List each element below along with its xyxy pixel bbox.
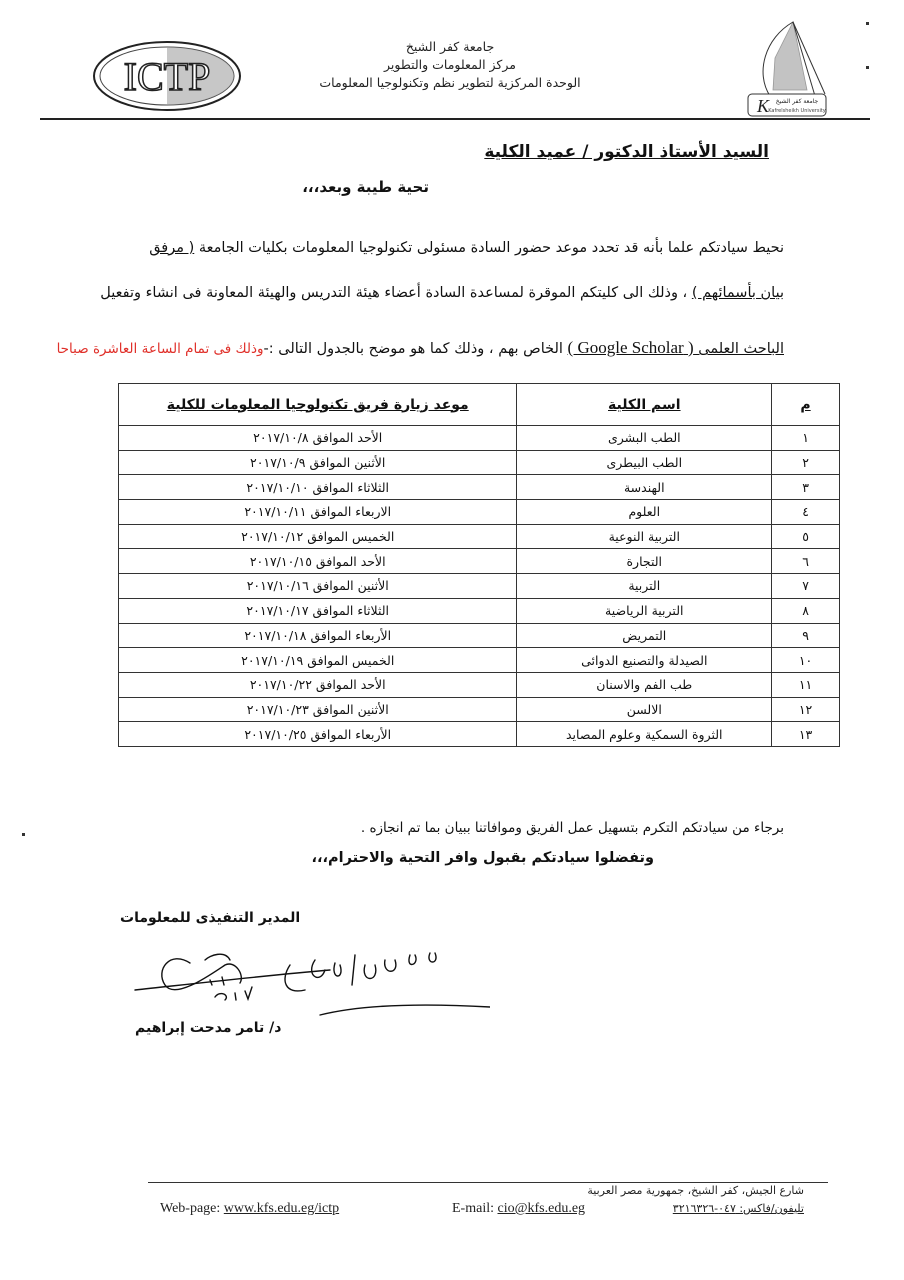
row-date: الأحد الموافق ٢٠١٧/١٠/٨: [119, 426, 517, 451]
footer-address: شارع الجيش، كفر الشيخ، جمهورية مصر العربية: [587, 1184, 804, 1197]
greeting-line: تحية طيبة وبعد،،،: [302, 178, 429, 196]
table-row: [119, 524, 840, 549]
body-line-2: [100, 285, 784, 301]
svg-text:ICTP: ICTP: [123, 54, 211, 99]
table-row: [119, 598, 840, 623]
university-sail-logo: [745, 18, 827, 118]
row-date: الأثنين الموافق ٢٠١٧/١٠/٩: [119, 450, 517, 475]
row-num: ٩: [772, 623, 840, 648]
svg-text:K: K: [757, 96, 770, 116]
row-date: الأثنين الموافق ٢٠١٧/١٠/٢٣: [119, 697, 517, 722]
row-faculty: الطب البيطرى: [517, 450, 772, 475]
row-num: ١٢: [772, 697, 840, 722]
closing-regards: وتفضلوا سيادتكم بقبول وافر التحية والاحترام،،،: [311, 850, 654, 866]
body-line-3: [57, 338, 784, 358]
row-date: الأربعاء الموافق ٢٠١٧/١٠/١٨: [119, 623, 517, 648]
row-date: الاربعاء الموافق ٢٠١٧/١٠/١١: [119, 500, 517, 525]
table-row: [119, 648, 840, 673]
row-date: الخميس الموافق ٢٠١٧/١٠/١٢: [119, 524, 517, 549]
email-label: E-mail:: [452, 1201, 498, 1216]
body-text: نحيط سيادتكم علما بأنه قد تحدد موعد حضور السادة مسئولى تكنولوجيا المعلومات بكليات الجامعة: [194, 240, 784, 256]
row-faculty: الصيدلة والتصنيع الدوائى: [517, 648, 772, 673]
row-faculty: التربية النوعية: [517, 524, 772, 549]
closing-request: برجاء من سيادتكم التكرم بتسهيل عمل الفريق وموافاتنا ببيان بما تم انجازه .: [360, 820, 784, 836]
table-row: [119, 426, 840, 451]
center-name: مركز المعلومات والتطوير: [384, 57, 516, 72]
row-faculty: الطب البشرى: [517, 426, 772, 451]
header-num: م: [772, 384, 840, 426]
email-link[interactable]: cio@kfs.edu.eg: [497, 1201, 586, 1216]
scan-speck: [866, 66, 869, 69]
row-num: ٤: [772, 500, 840, 525]
row-faculty: الثروة السمكية وعلوم المصايد: [517, 722, 772, 747]
row-faculty: الهندسة: [517, 475, 772, 500]
scan-speck: [866, 22, 869, 25]
table-row: [119, 574, 840, 599]
header-institution-block: [250, 38, 650, 92]
attachment-note: بيان بأسمائهم ): [691, 285, 784, 301]
table-row: [119, 549, 840, 574]
addressee-line: السيد الأستاذ الدكتور / عميد الكلية: [484, 142, 769, 162]
table-row: [119, 623, 840, 648]
table-row: [119, 672, 840, 697]
row-faculty: التربية الرياضية: [517, 598, 772, 623]
row-date: الأربعاء الموافق ٢٠١٧/١٠/٢٥: [119, 722, 517, 747]
row-date: الأحد الموافق ٢٠١٧/١٠/٢٢: [119, 672, 517, 697]
scan-speck: [22, 833, 25, 836]
table-row: [119, 697, 840, 722]
signatory-name: د/ تامر مدحت إبراهيم: [135, 1020, 282, 1036]
row-num: ١٣: [772, 722, 840, 747]
row-num: ٨: [772, 598, 840, 623]
row-num: ٣: [772, 475, 840, 500]
web-link[interactable]: www.kfs.edu.eg/ictp: [223, 1201, 340, 1216]
row-date: الأثنين الموافق ٢٠١٧/١٠/١٦: [119, 574, 517, 599]
ictp-logo: [92, 40, 242, 112]
footer-divider: [148, 1182, 828, 1183]
visit-schedule-table: [118, 383, 840, 747]
body-text: الباحث العلمى: [693, 341, 784, 357]
row-faculty: التربية: [517, 574, 772, 599]
svg-text:جامعة كفر الشيخ: جامعة كفر الشيخ: [775, 98, 819, 105]
table-row: [119, 722, 840, 747]
footer-phone: تليفون/فاكس: ٠٤٧-٣٢١٦٣٢٦: [672, 1202, 804, 1215]
table-row: [119, 500, 840, 525]
row-num: ٥: [772, 524, 840, 549]
row-num: ٦: [772, 549, 840, 574]
body-line-1: [149, 240, 784, 256]
unit-name: الوحدة المركزية لتطوير نظم وتكنولوجيا المعلومات: [319, 75, 581, 90]
row-date: الأحد الموافق ٢٠١٧/١٠/١٥: [119, 549, 517, 574]
footer-web: [160, 1201, 339, 1217]
google-scholar-term: ( Google Scholar ): [567, 338, 694, 357]
table-header-row: [119, 384, 840, 426]
table-row: [119, 475, 840, 500]
svg-text:مع خالص تحياتى: مع خالص تحياتى: [460, 947, 467, 948]
svg-text:Kafrelsheikh University: Kafrelsheikh University: [768, 108, 826, 114]
signatory-title: المدير التنفيذى للمعلومات: [120, 910, 301, 926]
header-visit-date: موعد زيارة فريق تكنولوجيا المعلومات للكلية: [119, 384, 517, 426]
row-faculty: الالسن: [517, 697, 772, 722]
row-num: ١١: [772, 672, 840, 697]
web-label: Web-page:: [160, 1201, 224, 1216]
row-num: ٢: [772, 450, 840, 475]
row-num: ١٠: [772, 648, 840, 673]
row-faculty: طب الفم والاسنان: [517, 672, 772, 697]
header-divider: [40, 118, 870, 120]
row-num: ١: [772, 426, 840, 451]
row-faculty: التمريض: [517, 623, 772, 648]
row-faculty: التجارة: [517, 549, 772, 574]
row-date: الثلاثاء الموافق ٢٠١٧/١٠/١٧: [119, 598, 517, 623]
header-faculty: اسم الكلية: [517, 384, 772, 426]
footer-email: [452, 1201, 585, 1217]
row-num: ٧: [772, 574, 840, 599]
row-date: الثلاثاء الموافق ٢٠١٧/١٠/١٠: [119, 475, 517, 500]
university-name: جامعة كفر الشيخ: [405, 39, 495, 54]
row-date: الخميس الموافق ٢٠١٧/١٠/١٩: [119, 648, 517, 673]
attachment-note: ( مرفق: [149, 240, 195, 256]
body-text: ، وذلك الى كليتكم الموقرة لمساعدة السادة أعضاء هيئة التدريس والهيئة المعاونة فى انشاء وتفعيل: [100, 285, 692, 301]
row-faculty: العلوم: [517, 500, 772, 525]
table-row: [119, 450, 840, 475]
body-text: الخاص بهم ، وذلك كما هو موضح بالجدول التالى :-: [263, 341, 568, 357]
time-note-red: وذلك فى تمام الساعة العاشرة صباحا: [56, 341, 264, 357]
